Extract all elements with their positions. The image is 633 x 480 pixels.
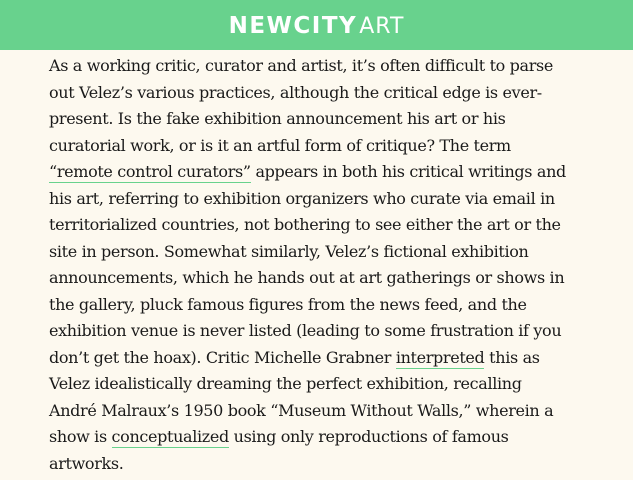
paragraph-text-3: this as Velez idealistically dreaming the perfect exhibition, recalling André Malraux’s 1950 book “Museum Without Walls,” wherein a show is [49,347,554,446]
article-body [49,53,569,477]
paragraph-text-2: appears in both his critical writings and his art, referring to exhibition organizers who curate via email in territorialized countries, not bothering to see either the art or the site in person. Somewhat similarly, Velez’s fictional exhibition announcements, which he hands out at art gatherings or shows in the gallery, pluck famous figures from the news feed, and the exhibition venue is never listed (leading to some frustration if you don’t get the hoax). Critic Michelle Grabner [49,162,566,367]
conceptualized-link[interactable]: conceptualized [111,427,229,446]
remote-control-curators-link[interactable]: “remote control curators” [49,162,251,181]
paragraph-text-1: As a working critic, curator and artist, it’s often difficult to parse out Velez’s various practices, although the critical edge is ever-present. Is the fake exhibition announcement his art or his curatorial work, or is it an artful form of critique? The term [49,56,554,155]
paragraph-text-4: using only reproductions of famous artworks. [49,427,509,473]
site-header [0,0,633,50]
article-paragraph [49,53,569,477]
newcity-art-logo[interactable] [229,11,405,39]
logo-brand-text: NEWCITY [228,13,358,39]
logo-section-text: ART [359,14,405,39]
interpreted-link[interactable]: interpreted [395,347,485,367]
